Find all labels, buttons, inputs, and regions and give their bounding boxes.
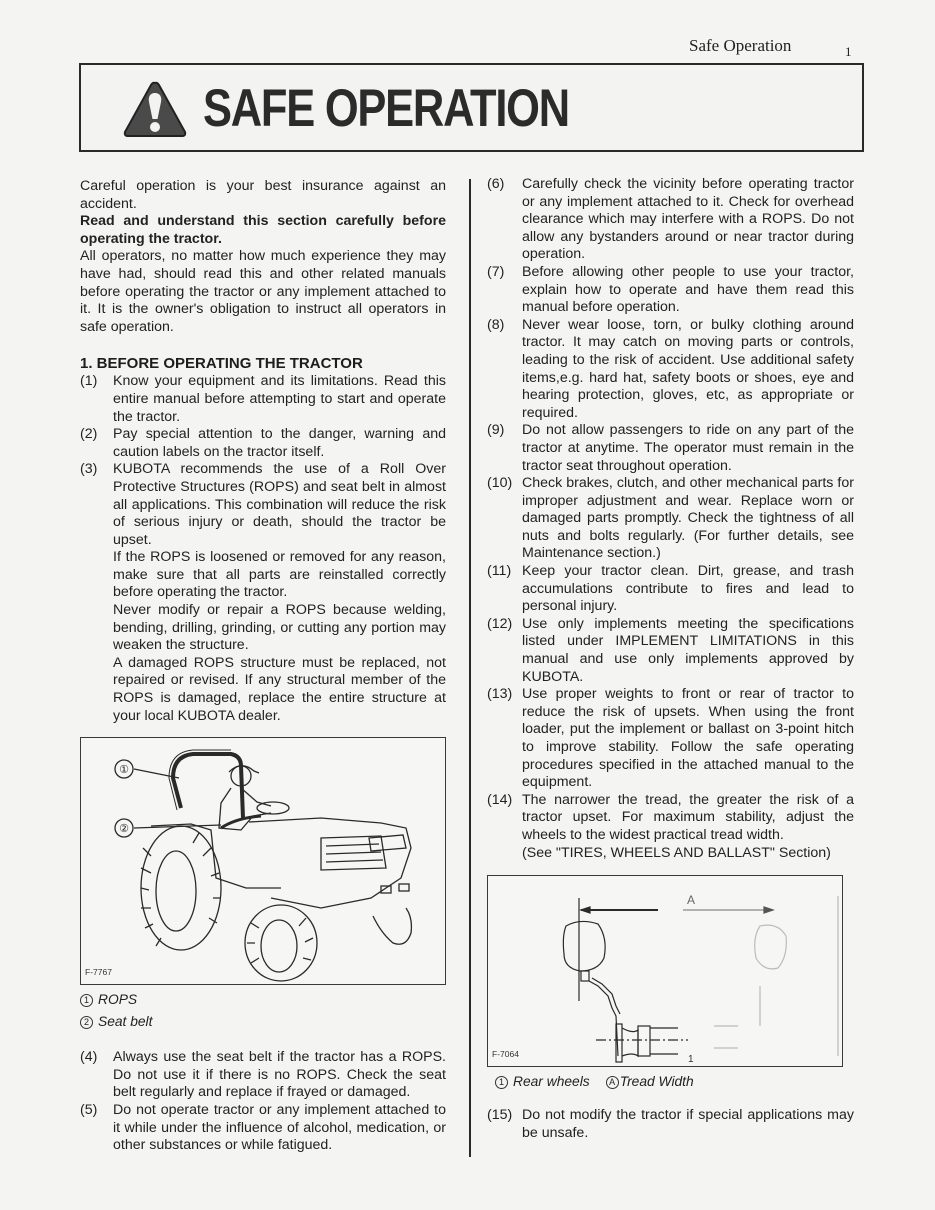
item-text: Use proper weights to front or rear of tractor to reduce the risk of upsets. When using the front loader, put the implement or ballast on 3-point hitch to improve stability. Follow the safe operating procedures specified in the attached manual to the equipment. xyxy=(522,686,854,791)
list-item xyxy=(487,317,854,423)
item-text xyxy=(522,792,854,862)
item-number: (4) xyxy=(80,1049,98,1066)
intro-paragraph: All operators, no matter how much experience they may have had, should read this and other related manuals before operating the tractor or any implement attached to it. It is the owner's obligation to instruct all operators in safe operation. xyxy=(80,248,446,335)
item-number: (15) xyxy=(487,1107,513,1124)
item-text: Never wear loose, torn, or bulky clothing around tractor. It may catch on moving parts or controls, leading to the risk of accident. Use additional safety items,e.g. hard hat, safety boots or shoes, eye and hearing protection, gloves, etc, as appropriate or required. xyxy=(522,316,854,421)
item-text: Do not modify the tractor if special applications may be unsafe. xyxy=(522,1107,854,1141)
running-header-title: Safe Operation xyxy=(689,36,792,55)
item-number: (14) xyxy=(487,791,513,808)
figure-code: F-7767 xyxy=(85,966,112,977)
item-number: (6) xyxy=(487,176,505,192)
item-text: Before allowing other people to use your tractor, explain how to operate and have them read this manual before operation. xyxy=(522,263,854,316)
page-number: 1 xyxy=(845,44,852,59)
list-item xyxy=(487,563,854,616)
callout-marker: 1 xyxy=(495,1076,508,1089)
list-item xyxy=(80,373,446,426)
callout-marker: 2 xyxy=(80,1016,93,1029)
item-number: (5) xyxy=(80,1102,98,1118)
right-column xyxy=(487,176,854,1142)
item-number: (9) xyxy=(487,422,505,439)
item-text: Know your equipment and its limitations. Read this entire manual before attempting to start and operate the tractor. xyxy=(113,373,446,425)
list-item xyxy=(487,686,854,792)
item-text: Pay special attention to the danger, warning and caution labels on the tractor itself. xyxy=(113,426,446,460)
item-text: Do not allow passengers to ride on any part of the tractor at anytime. The operator must remain in the tractor seat throughout operation. xyxy=(522,422,854,474)
list-item xyxy=(487,176,854,264)
list-item xyxy=(80,1049,446,1102)
item-number: (2) xyxy=(80,426,98,443)
section-title-box xyxy=(79,63,864,152)
svg-text:①: ① xyxy=(119,764,129,777)
left-column xyxy=(80,178,446,1155)
list-item xyxy=(80,426,446,461)
item-number: (11) xyxy=(487,563,512,580)
svg-text:1: 1 xyxy=(688,1054,694,1066)
item-text: Do not operate tractor or any implement attached to it while under the influence of alcohol, medication, or other substances or while fatigued. xyxy=(113,1102,446,1154)
item-number: (3) xyxy=(80,461,98,478)
caption-label: Rear wheels xyxy=(513,1074,590,1090)
figure-caption xyxy=(80,989,446,1033)
tread-width-diagram xyxy=(488,876,841,1065)
caption-label: Seat belt xyxy=(98,1014,153,1030)
item-text: Check brakes, clutch, and other mechanical parts for improper adjustment and wear. Replace worn or damaged parts promptly. Check the tightness of all nuts and bolts regularly. (For further details, see Maintenance section.) xyxy=(522,475,854,562)
item-subparagraph: A damaged ROPS structure must be replaced, not repaired or revised. If any structural member of the ROPS is damaged, replace the entire structure at your local KUBOTA dealer. xyxy=(113,654,446,724)
section-title: SAFE OPERATION xyxy=(203,79,569,138)
item-cross-reference: (See "TIRES, WHEELS AND BALLAST" Section) xyxy=(522,844,831,861)
list-item xyxy=(80,1102,446,1155)
caption-item xyxy=(80,989,446,1011)
list-item xyxy=(487,475,854,563)
list-item xyxy=(487,1107,854,1142)
intro-paragraph: Careful operation is your best insurance against an accident. xyxy=(80,178,446,212)
list-item xyxy=(487,792,854,862)
item-text: Use only implements meeting the specifications listed under IMPLEMENT LIMITATIONS in this manual and use only implements approved by KUBOTA. xyxy=(522,615,854,685)
caption-label: ROPS xyxy=(98,992,138,1008)
svg-text:②: ② xyxy=(119,823,129,836)
item-number: (13) xyxy=(487,686,513,703)
figure-caption xyxy=(487,1071,854,1093)
section-heading: 1. BEFORE OPERATING THE TRACTOR xyxy=(80,355,363,373)
intro-bold-instruction: Read and understand this section carefully before operating the tractor. xyxy=(80,213,446,247)
list-item xyxy=(487,264,854,317)
svg-text:A: A xyxy=(687,893,696,908)
caption-item xyxy=(80,1011,446,1033)
tractor-illustration xyxy=(81,738,444,983)
tractor-rops-figure xyxy=(80,737,446,985)
item-number: (12) xyxy=(487,615,513,632)
list-item xyxy=(80,461,446,549)
item-number: (8) xyxy=(487,316,505,333)
list-item xyxy=(487,616,854,686)
item-number: (1) xyxy=(80,373,98,390)
callout-marker: 1 xyxy=(80,994,93,1007)
item-number: (7) xyxy=(487,263,505,280)
item-text: Keep your tractor clean. Dirt, grease, and trash accumulations contribute to fires and lead to personal injury. xyxy=(522,563,854,615)
column-divider xyxy=(469,179,471,1157)
item-text: Carefully check the vicinity before operating tractor or any implement attached to it. Check for overhead clearance which may interfere with a ROPS. Do not allow any bystanders around or near tractor during operation. xyxy=(522,176,854,263)
warning-triangle-icon xyxy=(123,80,187,138)
caption-label: Tread Width xyxy=(619,1074,694,1090)
item-text-main: The narrower the tread, the greater the risk of a tractor upset. For maximum stability, adjust the wheels to the widest practical tread width. xyxy=(522,791,854,843)
item-number: (10) xyxy=(487,475,513,492)
item-subparagraph: Never modify or repair a ROPS because welding, bending, drilling, grinding, or cutting any portion may weaken the structure. xyxy=(113,602,446,654)
item-text: Always use the seat belt if the tractor has a ROPS. Do not use it if there is no ROPS. Check the seat belt regularly and replace if frayed or damaged. xyxy=(113,1049,446,1101)
callout-marker: A xyxy=(606,1076,619,1089)
list-item xyxy=(487,422,854,475)
tread-width-figure xyxy=(487,875,843,1067)
item-text: KUBOTA recommends the use of a Roll Over Protective Structures (ROPS) and seat belt in almost all applications. This combination will reduce the risk of serious injury or death, should the tractor be upset. xyxy=(113,461,446,548)
item-subparagraph: If the ROPS is loosened or removed for any reason, make sure that all parts are reinstalled correctly before operating the tractor. xyxy=(113,549,446,601)
figure-code: F-7064 xyxy=(492,1048,519,1059)
caption-item xyxy=(495,1071,854,1093)
